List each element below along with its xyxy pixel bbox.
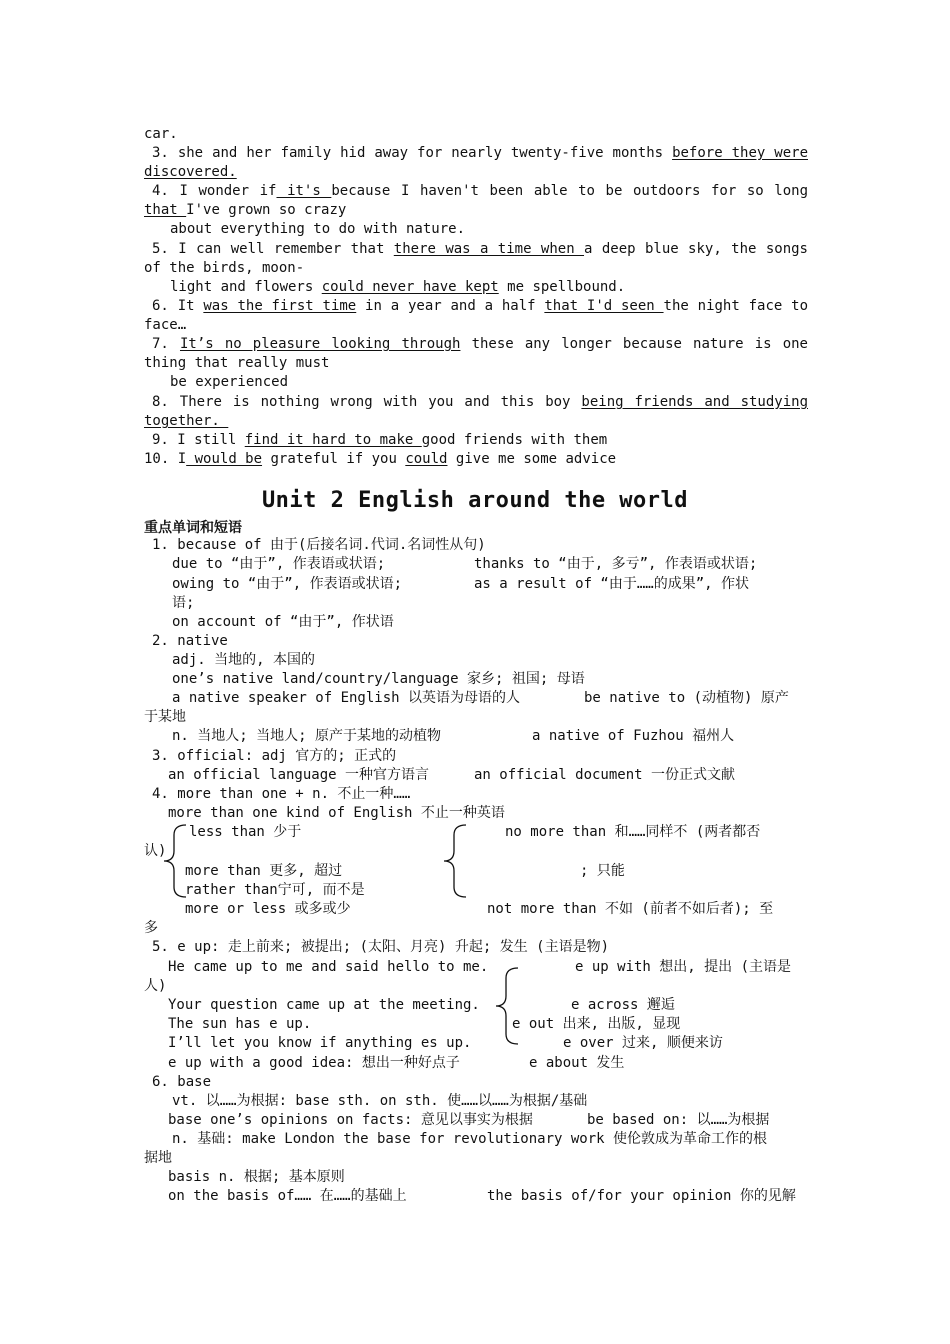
- vocab-text: one’s native land/country/language 家乡; 祖国; 母语: [172, 671, 585, 687]
- vocab-text: thanks to “由于, 多亏”, 作表语或状语;: [474, 556, 758, 572]
- text-line: car.: [144, 126, 178, 142]
- vocab-text: due to “由于”, 作表语或状语;: [172, 556, 386, 572]
- text-line: discovered.: [144, 164, 237, 180]
- vocab-text: a native of Fuzhou 福州人: [532, 728, 735, 744]
- vocab-text: no more than 和……同样不 (两者都否: [505, 824, 761, 840]
- sentence-8: 8. There is nothing wrong with you and this boy being friends and studying: [152, 394, 808, 410]
- vocab-text: I’ll let you know if anything es up.: [168, 1035, 472, 1051]
- vocab-text: Your question came up at the meeting.: [168, 997, 480, 1013]
- vocab-text: an official document 一份正式文献: [474, 767, 736, 783]
- vocab-1-head: 1. because of 由于(后接名词.代词.名词性从句): [152, 537, 486, 553]
- text-line: that I've grown so crazy: [144, 202, 347, 218]
- vocab-text: on account of “由于”, 作状语: [172, 614, 394, 630]
- vocab-text: be native to (动植物) 原产: [584, 690, 789, 706]
- vocab-text: e up with a good idea: 想出一种好点子: [168, 1055, 460, 1071]
- text-line: face…: [144, 317, 187, 333]
- left-brace-icon: [440, 823, 470, 899]
- unit-title: Unit 2 English around the world: [261, 488, 689, 513]
- vocab-3-head: 3. official: adj 官方的; 正式的: [152, 748, 397, 764]
- vocab-4-head: 4. more than one + n. 不止一种……: [152, 786, 411, 802]
- vocab-text: the basis of/for your opinion 你的见解: [487, 1188, 796, 1204]
- vocab-text: 多: [144, 920, 158, 936]
- vocab-text: on the basis of…… 在……的基础上: [168, 1188, 407, 1204]
- vocab-text: 人): [144, 978, 167, 994]
- vocab-text: 语;: [172, 595, 195, 611]
- text-line: be experienced: [170, 374, 289, 390]
- vocab-text: ; 只能: [580, 863, 625, 879]
- text-line: light and flowers could never have kept me spellbound.: [170, 279, 626, 295]
- vocab-text: be based on: 以……为根据: [587, 1112, 770, 1128]
- vocab-text: e across 邂逅: [571, 997, 675, 1013]
- vocab-text: n. 当地人; 当地人; 原产于某地的动植物: [172, 728, 442, 744]
- vocab-text: 据地: [144, 1150, 172, 1166]
- text-line: together.: [144, 413, 229, 429]
- sentence-6: 6. It was the first time in a year and a half that I'd seen the night face to: [152, 298, 808, 314]
- vocab-text: an official language 一种官方语言: [168, 767, 430, 783]
- vocab-text: basis n. 根据; 基本原则: [168, 1169, 345, 1185]
- text-line: about everything to do with nature.: [170, 221, 466, 237]
- vocab-text: not more than 不如 (前者不如后者); 至: [487, 901, 774, 917]
- sentence-4: 4. I wonder if it's because I haven't been able to be outdoors for so long: [152, 183, 809, 199]
- vocab-text: more than 更多, 超过: [185, 863, 343, 879]
- vocab-text: a native speaker of English 以英语为母语的人: [172, 690, 521, 706]
- vocab-text: The sun has e up.: [168, 1016, 312, 1032]
- vocab-text: rather than宁可, 而不是: [185, 882, 365, 898]
- vocab-6-head: 6. base: [152, 1074, 212, 1090]
- vocab-text: base one’s opinions on facts: 意见以事实为根据: [168, 1112, 533, 1128]
- text-line: of the birds, moon-: [144, 260, 305, 276]
- sentence-7: 7. It’s no pleasure looking through these any longer because nature is one: [152, 336, 808, 352]
- vocab-text: as a result of “由于……的成果”, 作状: [474, 576, 750, 592]
- sentence-10: 10. I would be grateful if you could give me some advice: [144, 451, 617, 467]
- vocab-5-head: 5. e up: 走上前来; 被提出; (太阳、月亮) 升起; 发生 (主语是物): [152, 939, 610, 955]
- vocab-text: e up with 想出, 提出 (主语是: [575, 959, 792, 975]
- sentence-5: 5. I can well remember that there was a time when a deep blue sky, the songs: [152, 241, 808, 257]
- vocab-text: e out 出来, 出版, 显现: [512, 1016, 681, 1032]
- section-heading: 重点单词和短语: [144, 520, 242, 536]
- sentence-3: 3. she and her family hid away for nearly twenty-five months before they were: [152, 145, 808, 161]
- vocab-text: e over 过来, 顺便来访: [563, 1035, 723, 1051]
- vocab-text: less than 少于: [189, 824, 302, 840]
- vocab-2-head: 2. native: [152, 633, 228, 649]
- vocab-text: He came up to me and said hello to me.: [168, 959, 489, 975]
- vocab-text: e about 发生: [529, 1055, 625, 1071]
- left-brace-icon: [492, 966, 522, 1046]
- vocab-text: vt. 以……为根据: base sth. on sth. 使……以……为根据/基础: [172, 1093, 588, 1109]
- text-line: thing that really must: [144, 355, 330, 371]
- vocab-text: 认): [144, 843, 167, 859]
- vocab-text: more or less 或多或少: [185, 901, 351, 917]
- vocab-text: 于某地: [144, 709, 186, 725]
- vocab-text: adj. 当地的, 本国的: [172, 652, 316, 668]
- vocab-text: more than one kind of English 不止一种英语: [168, 805, 505, 821]
- sentence-9: 9. I still find it hard to make good friends with them: [152, 432, 608, 448]
- vocab-text: owing to “由于”, 作表语或状语;: [172, 576, 403, 592]
- vocab-text: n. 基础: make London the base for revolutionary work 使伦敦成为革命工作的根: [172, 1131, 768, 1147]
